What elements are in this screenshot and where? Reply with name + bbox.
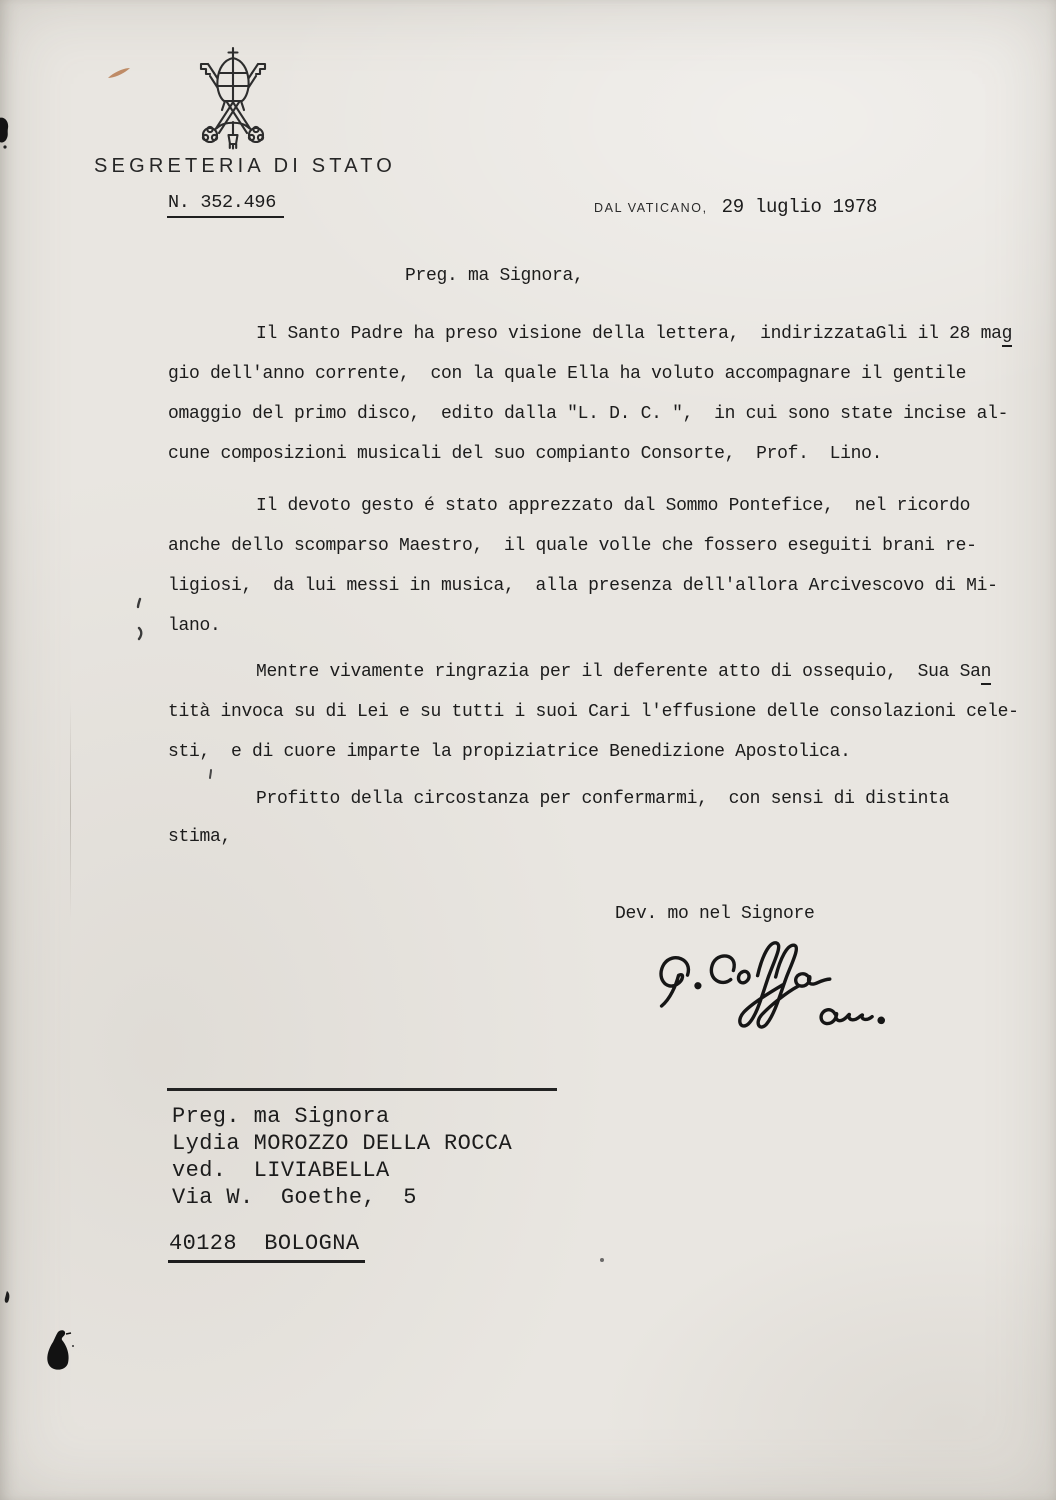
recipient-line: Lydia MOROZZO DELLA ROCCA [172,1131,513,1156]
body-line: Il devoto gesto é stato apprezzato dal Sommo Pontefice, nel ricordo [256,496,971,516]
body-line: gio dell'anno corrente, con la quale Ella ha voluto accompagnare il gentile [168,364,967,384]
office-name: SEGRETERIA DI STATO [94,155,397,177]
hyphen-underscore: g [1002,324,1013,347]
ink-blot [44,1328,74,1376]
body-line: Profitto della circostanza per confermarmi, con sensi di distinta [256,789,950,809]
body-line: stima, [168,827,232,847]
body-line: omaggio del primo disco, edito dalla "L. D. C. ", in cui sono state incise al- [168,404,1009,424]
valediction: Dev. mo nel Signore [615,904,815,924]
ink-blot [0,116,11,150]
body-line: ligiosi, da lui messi in musica, alla presenza dell'allora Arcivescovo di Mi- [168,576,998,596]
body-line: tità invoca su di Lei e su tutti i suoi Cari l'effusione delle consolazioni cele- [168,702,1019,722]
paper-crease [70,700,71,920]
dateline [594,196,877,218]
body-line: sti, e di cuore imparte la propiziatrice Benedizione Apostolica. [168,742,851,762]
recipient-line: Preg. ma Signora [172,1104,390,1129]
dateline-date: 29 luglio 1978 [721,196,878,218]
handwritten-signature [648,928,904,1046]
ink-speck [4,1290,12,1306]
hyphen-underscore: n [981,662,992,685]
dateline-place: DAL VATICANO, [594,201,708,215]
body-line: lano. [168,616,221,636]
protocol-number: N. 352.496 [167,192,284,218]
recipient-divider [167,1088,557,1091]
body-line: Mentre vivamente ringrazia per il deferente atto di ossequio, Sua San [168,652,991,692]
body-line: anche dello scomparso Maestro, il quale volle che fossero eseguiti brani re- [168,536,977,556]
stain-mark [106,66,132,80]
recipient-line: ved. LIVIABELLA [172,1158,390,1183]
recipient-line: Via W. Goethe, 5 [172,1185,417,1210]
salutation: Preg. ma Signora, [405,266,584,286]
ink-speck [600,1258,604,1262]
pen-mark [208,768,214,780]
recipient-city-line: 40128 BOLOGNA [168,1231,365,1263]
body-line: cune composizioni musicali del suo compianto Consorte, Prof. Lino. [168,444,883,464]
pen-mark [134,596,146,642]
vatican-crest-icon [195,46,271,150]
body-line: Il Santo Padre ha preso visione della lettera, indirizzataGli il 28 mag [168,314,1012,354]
